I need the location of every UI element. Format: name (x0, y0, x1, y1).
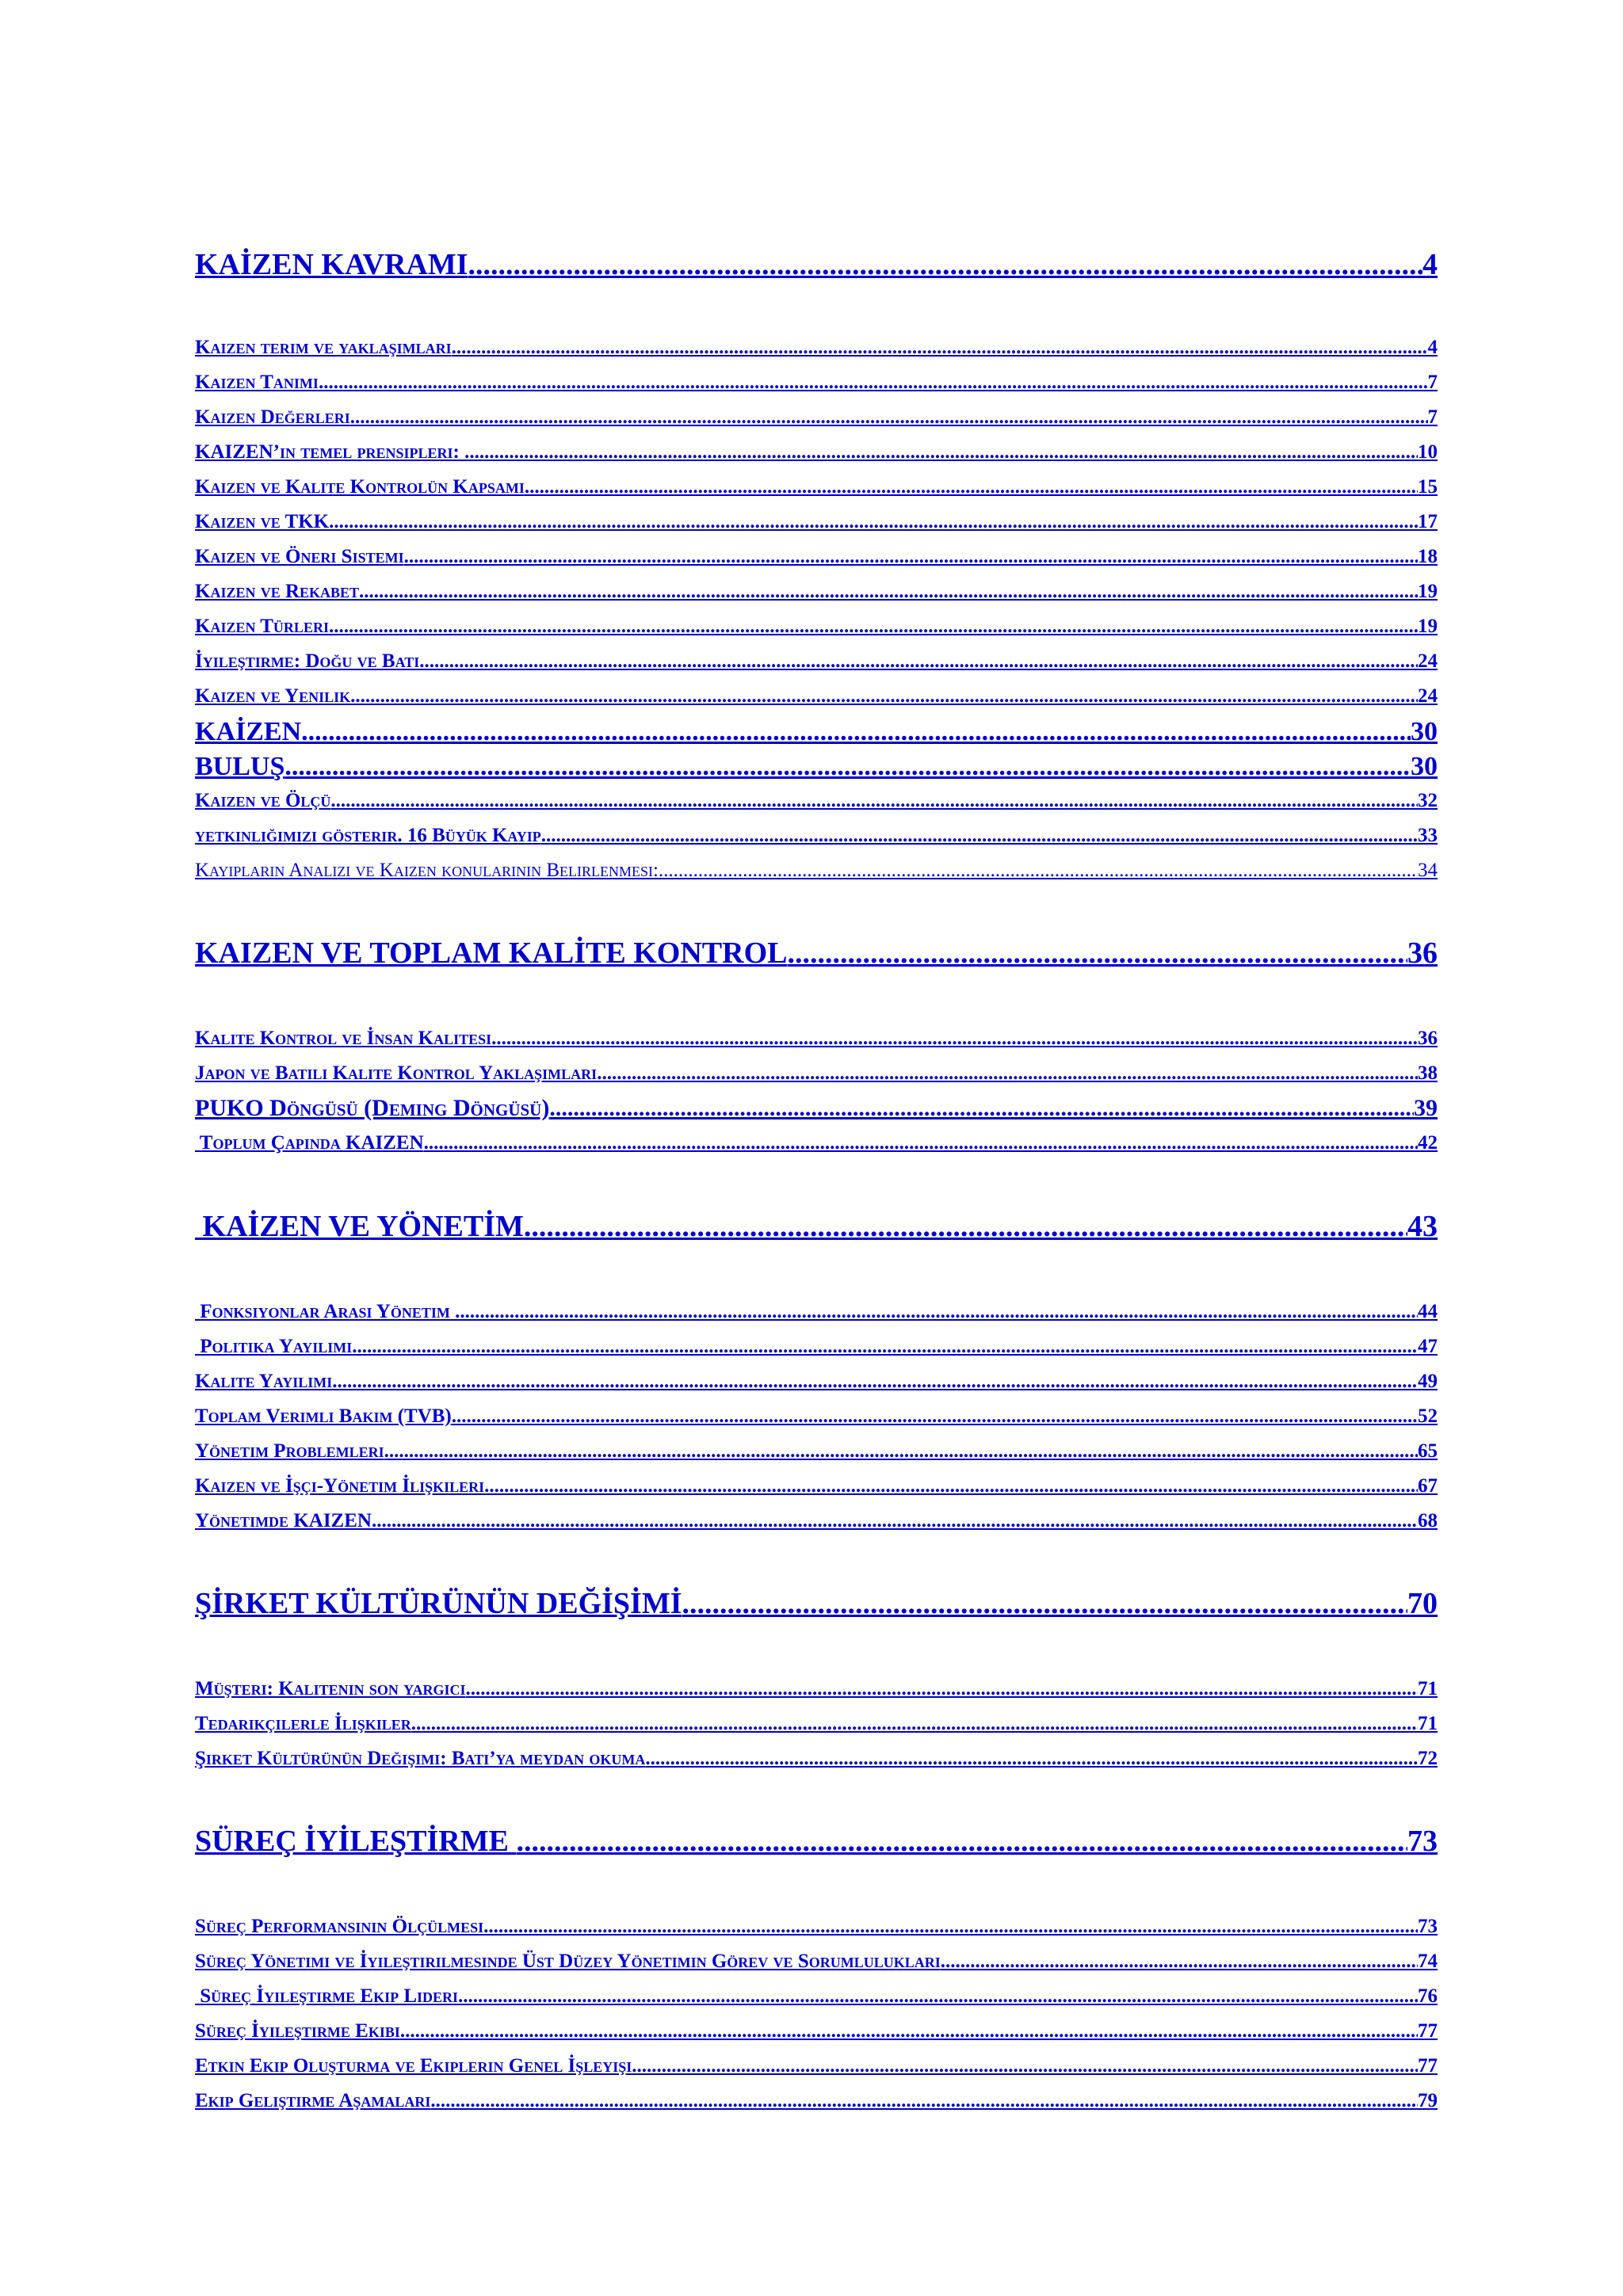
toc-title: Toplam Verimli Bakım (TVB) (195, 1405, 452, 1427)
toc-entry[interactable] (195, 1092, 1438, 1125)
toc-entry[interactable] (195, 1024, 1438, 1054)
dot-leader (455, 1297, 1418, 1327)
dot-leader (549, 1092, 1414, 1125)
toc-title: KAİZEN KAVRAMI (195, 248, 468, 281)
toc-title: Fonksiyonlar Arası Yönetim (195, 1301, 456, 1322)
toc-title: Yönetim Problemleri (195, 1440, 384, 1462)
dot-leader (491, 1024, 1418, 1054)
toc-page: 77 (1418, 2055, 1438, 2077)
dot-leader (466, 1674, 1418, 1704)
toc-page: 24 (1418, 685, 1438, 707)
dot-leader (483, 1912, 1418, 1942)
toc-title: Süreç Performansının Ölçülmesi (195, 1916, 484, 1937)
dot-leader (464, 437, 1418, 467)
toc-entry[interactable] (195, 1947, 1438, 1977)
dot-leader (301, 715, 1411, 749)
toc-page: 44 (1418, 1301, 1438, 1322)
dot-leader (541, 821, 1418, 851)
toc-title: Kalite Yayılımı (195, 1371, 333, 1392)
toc-page: 47 (1418, 1336, 1438, 1357)
toc-entry[interactable] (195, 786, 1438, 816)
toc-title: Kaizen ve İşçi-Yönetim İlişkileri (195, 1475, 485, 1497)
toc-page: 4 (1423, 248, 1438, 281)
toc-title: Ekip Geliştirme Aşamaları (195, 2090, 431, 2111)
toc-entry[interactable] (195, 1506, 1438, 1536)
toc-page: 10 (1418, 441, 1438, 463)
toc-page: 43 (1407, 1210, 1438, 1243)
toc-entry[interactable] (195, 2086, 1438, 2116)
toc-entry[interactable] (195, 1402, 1438, 1432)
toc-entry[interactable] (195, 368, 1438, 398)
toc-page: 73 (1418, 1916, 1438, 1937)
toc-entry[interactable] (195, 1744, 1438, 1774)
dot-leader (645, 1744, 1418, 1774)
toc-entry[interactable] (195, 715, 1438, 749)
toc-entry[interactable] (195, 577, 1438, 607)
dot-leader (525, 472, 1418, 502)
toc-entry[interactable] (195, 1367, 1438, 1397)
dot-leader (359, 577, 1418, 607)
toc-entry[interactable] (195, 402, 1438, 433)
toc-page: 24 (1418, 650, 1438, 672)
toc-page: 79 (1418, 2090, 1438, 2111)
toc-entry[interactable] (195, 542, 1438, 572)
toc-title: yetkinliğimizi gösterir. 16 Büyük Kayıp (195, 825, 541, 846)
toc-title: Kaizen ve Ölçü (195, 790, 331, 811)
toc-entry[interactable] (195, 507, 1438, 537)
toc-title: KAIZEN VE TOPLAM KALİTE KONTROL (195, 936, 788, 970)
toc-entry[interactable] (195, 681, 1438, 711)
dot-leader (452, 333, 1428, 363)
toc-page: 49 (1418, 1371, 1438, 1392)
toc-title: Süreç İyileştirme Ekibi (195, 2020, 400, 2042)
dot-leader (372, 1506, 1418, 1536)
toc-entry[interactable] (195, 646, 1438, 677)
toc-chapter-sirket-kulturu[interactable] (195, 1585, 1438, 1622)
toc-page: 15 (1418, 476, 1438, 498)
toc-entry[interactable] (195, 1128, 1438, 1158)
toc-page: 32 (1418, 790, 1438, 811)
toc-page: 7 (1427, 372, 1438, 393)
dot-leader (404, 542, 1418, 572)
toc-chapter-surec-iyilestirme[interactable] (195, 1823, 1438, 1859)
toc-page: 33 (1418, 825, 1438, 846)
toc-entry[interactable] (195, 333, 1438, 363)
toc-title: Kaizen ve TKK (195, 511, 330, 532)
toc-chapter-kaizen-ve-yonetim[interactable] (195, 1208, 1438, 1245)
dot-leader (516, 1823, 1407, 1859)
toc-title: Kaizen ve Öneri Sistemi (195, 546, 404, 567)
toc-title: Kaizen terim ve yaklaşımları (195, 337, 452, 358)
dot-leader (419, 646, 1418, 677)
toc-title: PUKO Döngüsü (Deming Döngüsü) (195, 1095, 550, 1121)
toc-page: 4 (1427, 337, 1438, 358)
toc-page: 65 (1418, 1440, 1438, 1462)
toc-title: Süreç Yönetimi ve İyileştirilmesinde Üst Düzey Yönetimin Görev ve Sorumlulukları (195, 1951, 941, 1972)
toc-page: 71 (1418, 1713, 1438, 1734)
toc-page: 39 (1414, 1095, 1438, 1121)
toc-entry[interactable] (195, 1332, 1438, 1362)
toc-page: 34 (1418, 860, 1438, 881)
toc-entry[interactable] (195, 2051, 1438, 2081)
toc-entry[interactable] (195, 1981, 1438, 2012)
dot-leader (330, 786, 1418, 816)
toc-entry[interactable] (195, 1471, 1438, 1501)
toc-page: 67 (1418, 1475, 1438, 1497)
toc-title: Kaizen Değerleri (195, 406, 350, 428)
toc-title: Kaizen ve Rekabet (195, 581, 360, 602)
dot-leader (352, 1332, 1418, 1362)
toc-page: 19 (1418, 616, 1438, 637)
toc-page: 70 (1407, 1587, 1438, 1620)
toc-entry[interactable] (195, 1912, 1438, 1942)
dot-leader (941, 1947, 1418, 1977)
toc-entry[interactable] (195, 1058, 1438, 1089)
toc-chapter-kaizen-ve-tkk[interactable] (195, 935, 1438, 971)
toc-title: Kayıpların Analizi ve Kaizen konularının Belirlenmesi: (195, 860, 659, 881)
toc-entry[interactable] (195, 1709, 1438, 1739)
toc-entry[interactable] (195, 1436, 1438, 1466)
dot-leader (524, 1208, 1407, 1245)
toc-entry[interactable] (195, 2016, 1438, 2046)
toc-page: 77 (1418, 2020, 1438, 2042)
dot-leader (458, 1981, 1418, 2012)
toc-entry[interactable] (195, 856, 1438, 886)
toc-page: 30 (1411, 752, 1438, 781)
dot-leader (788, 935, 1408, 971)
dot-leader (659, 856, 1418, 886)
toc-page: 36 (1418, 1028, 1438, 1049)
toc-page: 30 (1411, 717, 1438, 746)
dot-leader (411, 1709, 1418, 1739)
toc-title: Kaizen ve Kalite Kontrolün Kapsamı (195, 476, 525, 498)
toc-chapter-kaizen-kavrami[interactable] (195, 246, 1438, 283)
dot-leader (350, 681, 1418, 711)
toc-entry[interactable] (195, 612, 1438, 642)
toc-title: BULUŞ (195, 752, 285, 781)
dot-leader (484, 1471, 1418, 1501)
toc-page: 71 (1418, 1678, 1438, 1699)
toc-title: Etkin Ekip Oluşturma ve Ekiplerin Genel İşleyişi (195, 2055, 632, 2077)
toc-title: Tedarikçilerle İlişkiler (195, 1713, 411, 1734)
toc-title: ŞİRKET KÜLTÜRÜNÜN DEĞİŞİMİ (195, 1587, 682, 1620)
toc-title: Toplum Çapında KAIZEN (195, 1132, 424, 1154)
toc-page: 17 (1418, 511, 1438, 532)
toc-entry[interactable] (195, 1674, 1438, 1704)
dot-leader (452, 1402, 1418, 1432)
toc-page: 52 (1418, 1405, 1438, 1427)
toc-page: 18 (1418, 546, 1438, 567)
toc-page: 19 (1418, 581, 1438, 602)
toc-entry[interactable] (195, 821, 1438, 851)
toc-title: Kaizen ve Yenilik (195, 685, 351, 707)
dot-leader (424, 1128, 1418, 1158)
toc-title: Politika Yayılımı (195, 1336, 353, 1357)
toc-page: 7 (1427, 406, 1438, 428)
toc-title: SÜREÇ İYİLEŞTİRME (195, 1825, 517, 1858)
toc-entry[interactable] (195, 1297, 1438, 1327)
toc-page: 68 (1418, 1510, 1438, 1531)
dot-leader (632, 2051, 1418, 2081)
toc-page: 72 (1418, 1748, 1438, 1769)
toc-title: KAİZEN VE YÖNETİM (195, 1210, 524, 1243)
dot-leader (285, 749, 1411, 784)
dot-leader (329, 612, 1418, 642)
toc-page: 74 (1418, 1951, 1438, 1972)
dot-leader (468, 246, 1423, 283)
toc-title: Kalite Kontrol ve İnsan Kalitesi (195, 1028, 492, 1049)
dot-leader (430, 2086, 1418, 2116)
dot-leader (329, 507, 1418, 537)
toc-title: KAİZEN (195, 717, 302, 746)
toc-page: 76 (1418, 1985, 1438, 2007)
toc-entry[interactable] (195, 749, 1438, 784)
toc-title: Yönetimde KAIZEN (195, 1510, 372, 1531)
dot-leader (350, 402, 1428, 433)
toc-page: 38 (1418, 1062, 1438, 1084)
toc-title: Japon ve Batılı Kalite Kontrol Yaklaşımları (195, 1062, 598, 1084)
toc-entry[interactable] (195, 472, 1438, 502)
toc-title: Şirket Kültürünün Değişimi: Batı’ya meydan okuma (195, 1748, 646, 1769)
toc-title: Süreç İyileştirme Ekip Lideri (195, 1985, 459, 2007)
dot-leader (384, 1436, 1418, 1466)
toc-title: İyileştirme: Doğu ve Batı (195, 650, 420, 672)
dot-leader (400, 2016, 1418, 2046)
toc-title: Müşteri: Kalitenin son yargıcı (195, 1678, 466, 1699)
toc-title: Kaizen Tanımı (195, 372, 319, 393)
toc-page: 73 (1407, 1825, 1438, 1858)
toc-page: 36 (1407, 936, 1438, 970)
toc-entry[interactable] (195, 437, 1438, 467)
toc-page: 42 (1418, 1132, 1438, 1154)
toc-title: Kaizen Türleri (195, 616, 329, 637)
toc-title: KAIZEN’in temel prensipleri: (195, 441, 465, 463)
dot-leader (682, 1585, 1408, 1622)
dot-leader (597, 1058, 1418, 1089)
dot-leader (332, 1367, 1418, 1397)
dot-leader (319, 368, 1428, 398)
